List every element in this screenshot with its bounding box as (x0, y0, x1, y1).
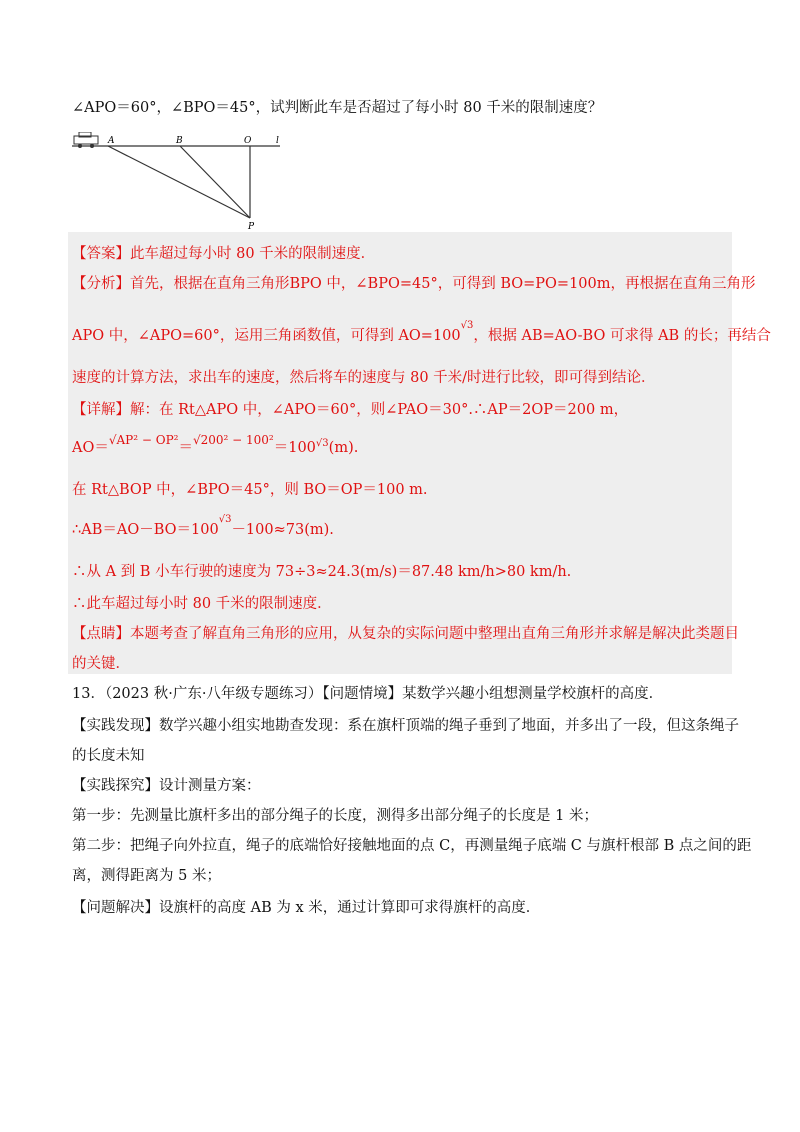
detail-sqrt-2: √3 (218, 514, 232, 525)
detail-line-3: 在 Rt△BOP 中，∠BPO＝45°，则 BO＝OP＝100 m. (72, 482, 428, 498)
comment-tag: 【点睛】 (72, 626, 130, 642)
detail-tag: 【详解】 (72, 402, 130, 418)
detail-line-1 (72, 400, 628, 420)
q13-line-7: 离，测得距离为 5 米； (72, 868, 221, 884)
comment-text-1: 本题考查了解直角三角形的应用，从复杂的实际问题中整理出直角三角形并求解是解决此类题目 (130, 626, 739, 642)
q13-line-8: 【问题解决】设旗杆的高度 AB 为 x 米，通过计算即可求得旗杆的高度． (72, 900, 541, 916)
radical-2: √200² − 100² (192, 433, 274, 447)
radical-1: √AP² − OP² (108, 433, 179, 447)
comment-line-1 (72, 624, 739, 644)
line-ap (108, 146, 250, 218)
detail-line-4 (72, 514, 334, 542)
analysis-line-1 (72, 274, 756, 294)
q13-line-5: 第一步：先测量比旗杆多出的部分绳子的长度，测得多出部分绳子的长度是 1 米； (72, 808, 598, 824)
answer-tag: 【答案】 (72, 246, 130, 262)
analysis-sqrt: √3 (460, 320, 474, 331)
q13-line-4: 【实践探究】设计测量方案： (72, 778, 261, 794)
analysis-line-3: 速度的计算方法，求出车的速度，然后将车的速度与 80 千米/时进行比较，即可得到结论． (72, 370, 656, 386)
label-o: O (244, 136, 252, 146)
detail-text-4a: ∴AB＝AO－BO＝100 (72, 522, 219, 538)
analysis-text-1: 首先，根据在直角三角形BPO 中，∠BPO=45°，可得到 BO=PO=100m，再根据在直角三角形 (130, 276, 756, 292)
q13-line-3: 的长度未知 (72, 748, 145, 764)
label-a: A (108, 136, 115, 146)
detail-text-2b: ＝100 (273, 440, 316, 456)
geometry-diagram (70, 132, 290, 236)
comment-line-2: 的关键． (72, 656, 130, 672)
q13-line-1: 13．（2023 秋·广东·八年级专题练习）【问题情境】某数学兴趣小组想测量学校旗杆的高度． (72, 686, 664, 702)
detail-text-2c: (m). (328, 440, 359, 456)
detail-line-5: ∴从 A 到 B 小车行驶的速度为 73÷3≈24.3(m/s)＝87.48 km/h>80 km/h. (72, 564, 572, 580)
detail-text-4b: －100≈73(m). (231, 522, 334, 538)
analysis-text-2b: ，根据 AB=AO-BO 可求得 AB 的长；再结合 (473, 328, 771, 344)
answer-text: 此车超过每小时 80 千米的限制速度． (130, 246, 376, 262)
detail-text-2a: AO＝ (72, 440, 109, 456)
q13-line-6: 第二步：把绳子向外拉直，绳子的底端恰好接触地面的点 C，再测量绳子底端 C 与旗杆根部 B 点之间的距 (72, 838, 752, 854)
label-l: l (276, 136, 279, 146)
detail-line-2 (72, 433, 359, 460)
label-p: P (248, 222, 255, 232)
question-intro: ∠APO＝60°，∠BPO＝45°，试判断此车是否超过了每小时 80 千米的限制速度？ (72, 100, 603, 116)
detail-text-1: 解：在 Rt△APO 中，∠APO＝60°，则∠PAO＝30°.∴AP＝2OP＝200 m， (130, 402, 629, 418)
line-bp (180, 146, 250, 218)
detail-line-6: ∴此车超过每小时 80 千米的限制速度． (72, 596, 332, 612)
answer-line (72, 244, 375, 264)
analysis-text-2a: APO 中，∠APO=60°，运用三角函数值，可得到 AO=100 (72, 328, 461, 344)
q13-line-2: 【实践发现】数学兴趣小组实地勘查发现：系在旗杆顶端的绳子垂到了地面，并多出了一段，但这条绳子 (72, 718, 739, 734)
analysis-line-2 (72, 320, 771, 348)
triangle-figure (70, 132, 290, 232)
label-b: B (176, 136, 183, 146)
analysis-tag: 【分析】 (72, 276, 130, 292)
detail-eq: ＝ (178, 440, 193, 456)
detail-sqrt-1: √3 (315, 438, 329, 449)
